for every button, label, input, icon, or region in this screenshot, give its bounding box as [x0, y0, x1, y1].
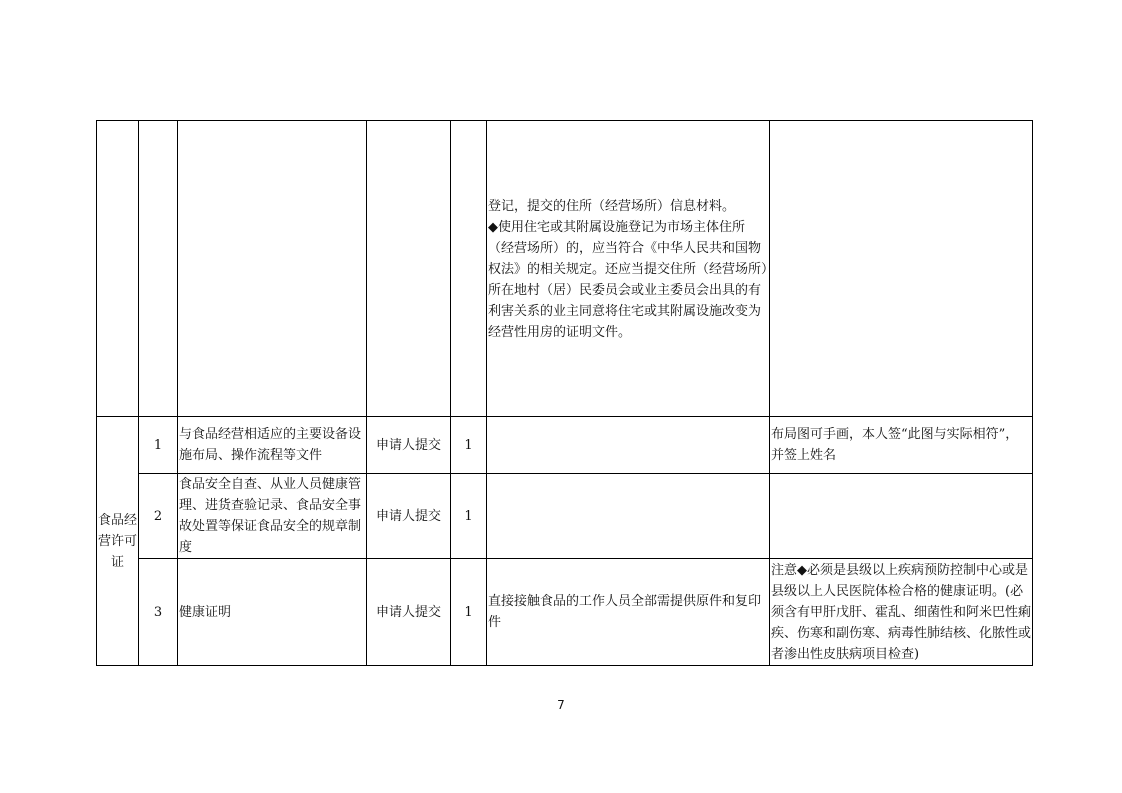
cell-empty	[178, 121, 367, 417]
material-requirements	[487, 417, 770, 474]
material-requirements	[487, 474, 770, 559]
copy-count: 1	[451, 417, 487, 474]
materials-table	[96, 120, 1033, 666]
material-notes: 布局图可手画，本人签“此图与实际相符”，并签上姓名	[770, 417, 1033, 474]
page-number: 7	[557, 698, 565, 712]
cell-empty	[97, 121, 139, 417]
material-notes	[770, 474, 1033, 559]
continuation-requirements	[487, 121, 770, 417]
material-name: 与食品经营相适应的主要设备设施布局、操作流程等文件	[178, 417, 367, 474]
material-requirements: 直接接触食品的工作人员全部需提供原件和复印件	[487, 559, 770, 666]
material-name: 食品安全自查、从业人员健康管理、进货查验记录、食品安全事故处置等保证食品安全的规章制度	[178, 474, 367, 559]
table-row	[97, 417, 1033, 474]
material-notes: 注意◆必须是县级以上疾病预防控制中心或是县级以上人民医院体检合格的健康证明。(必须含有甲肝戊肝、霍乱、细菌性和阿米巴性痢疾、伤寒和副伤寒、病毒性肺结核、化脓性或者渗出性皮肤病项目检查)	[770, 559, 1033, 666]
copy-count: 1	[451, 474, 487, 559]
continuation-line: ◆使用住宅或其附属设施登记为市场主体住所（经营场所）的，应当符合《中华人民共和国物权法》的相关规定。还应当提交住所（经营场所）所在地村（居）民委员会或业主委员会出具的有利害关系的业主同意将住宅或其附属设施改变为经营性用房的证明文件。	[488, 219, 768, 340]
cell-empty	[451, 121, 487, 417]
category-cell	[97, 417, 139, 666]
table-row	[97, 474, 1033, 559]
row-number: 1	[139, 417, 178, 474]
material-name: 健康证明	[178, 559, 367, 666]
material-source: 申请人提交	[367, 474, 451, 559]
cell-empty	[139, 121, 178, 417]
continuation-line: 登记，提交的住所（经营场所）信息材料。	[488, 198, 736, 214]
row-number: 3	[139, 559, 178, 666]
cell-empty	[770, 121, 1033, 417]
copy-count: 1	[451, 559, 487, 666]
table-row	[97, 559, 1033, 666]
row-number: 2	[139, 474, 178, 559]
category-label: 食品经营许可证	[98, 512, 138, 570]
cell-empty	[367, 121, 451, 417]
continuation-row	[97, 121, 1033, 417]
material-source: 申请人提交	[367, 417, 451, 474]
material-source: 申请人提交	[367, 559, 451, 666]
